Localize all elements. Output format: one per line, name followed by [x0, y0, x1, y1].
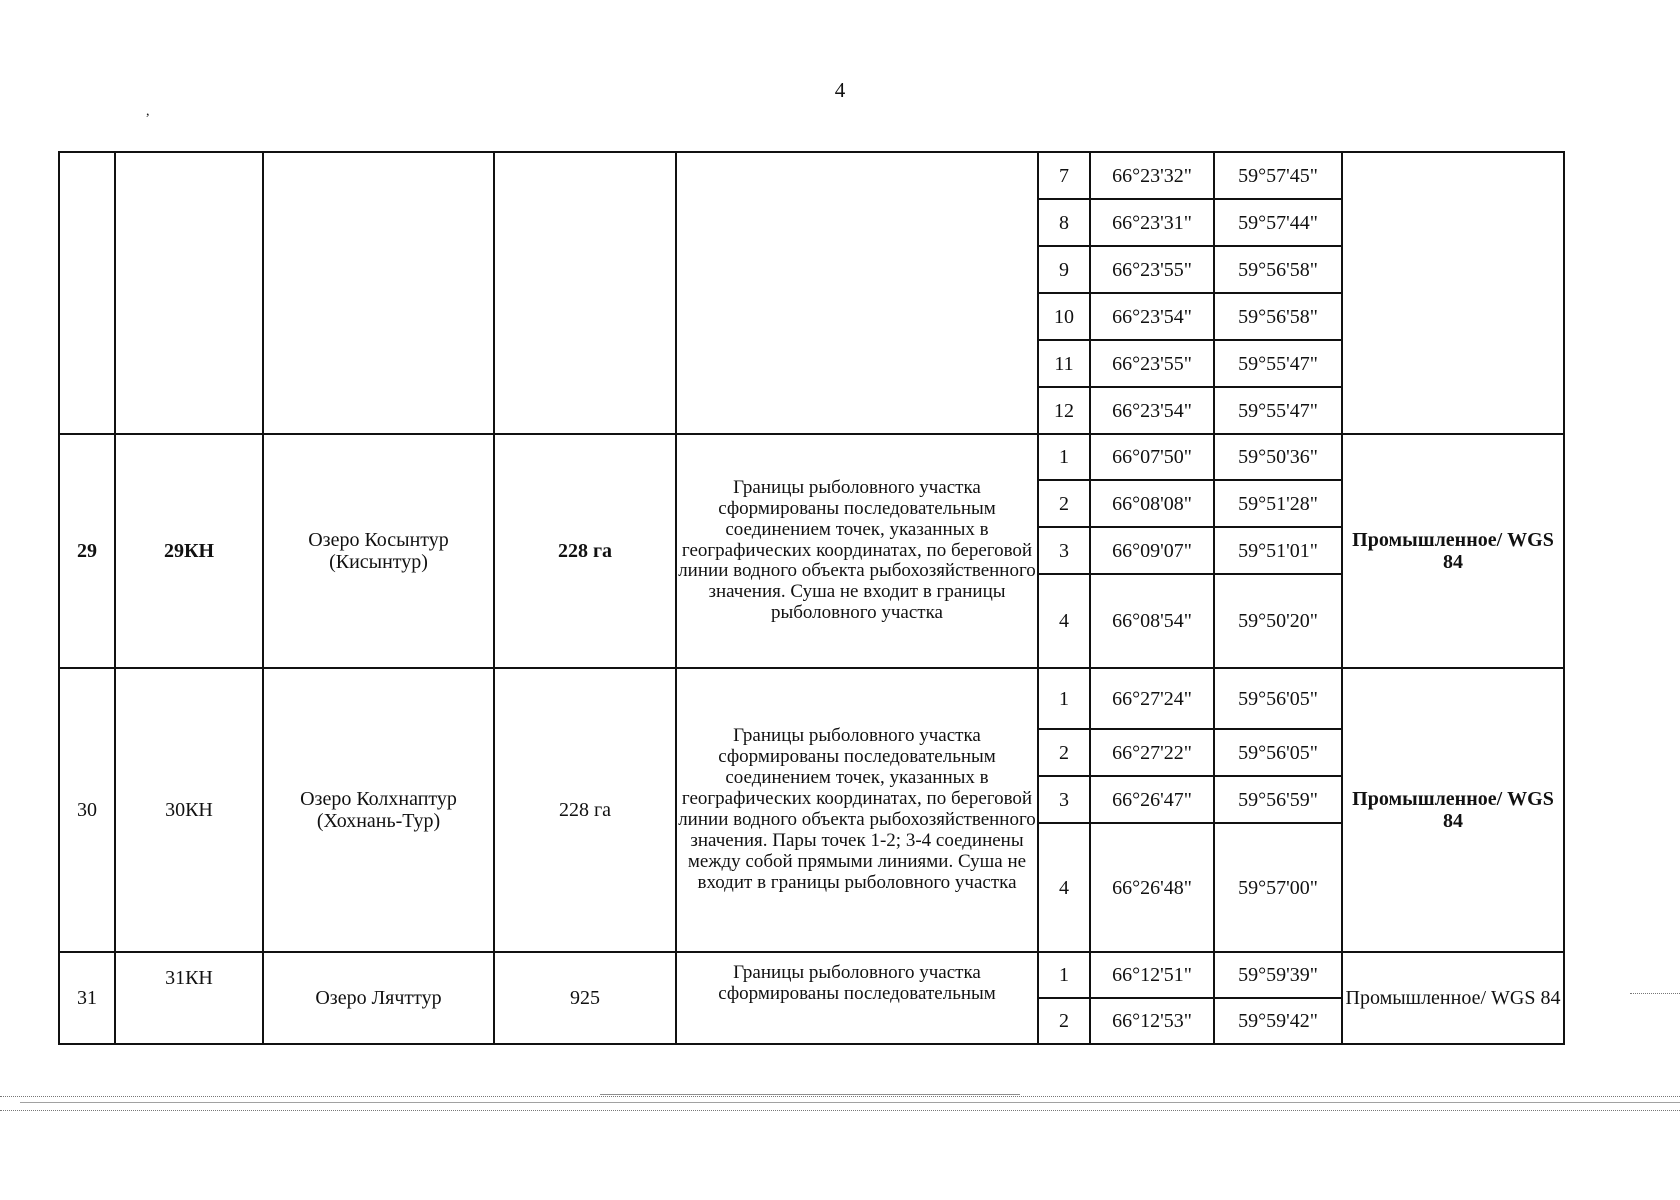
point-number: 7 [1038, 152, 1090, 199]
scan-artifact-line [0, 1096, 1680, 1098]
point-latitude: 66°23'32" [1090, 152, 1214, 199]
cell-usage: Промышленное/ WGS 84 [1342, 434, 1564, 668]
point-longitude: 59°50'20" [1214, 574, 1342, 668]
point-latitude: 66°23'55" [1090, 340, 1214, 387]
scan-artifact-line [20, 1102, 1680, 1103]
point-longitude: 59°57'44" [1214, 199, 1342, 246]
point-latitude: 66°26'47" [1090, 776, 1214, 823]
point-longitude: 59°51'01" [1214, 527, 1342, 574]
point-latitude: 66°12'53" [1090, 998, 1214, 1044]
point-number: 9 [1038, 246, 1090, 293]
scan-artifact-line [600, 1094, 1020, 1095]
point-longitude: 59°59'39" [1214, 952, 1342, 998]
page-number: 4 [834, 78, 846, 102]
cell-usage: Промышленное/ WGS 84 [1342, 668, 1564, 952]
point-latitude: 66°27'24" [1090, 668, 1214, 729]
cell-name: Озеро Косынтур (Кисынтур) [263, 434, 494, 668]
point-number: 8 [1038, 199, 1090, 246]
point-longitude: 59°56'58" [1214, 293, 1342, 340]
scan-artifact-line [0, 1110, 1680, 1112]
point-number: 1 [1038, 952, 1090, 998]
point-longitude: 59°56'05" [1214, 668, 1342, 729]
point-longitude: 59°50'36" [1214, 434, 1342, 480]
cell-code: 30КН [115, 668, 263, 952]
cell-description: Границы рыболовного участка сформированы последовательным соединением точек, указанных в географических координатах, по береговой линии водного объекта рыбохозяйственного значения. Пары точек 1-2; 3-4 соединены между собой прямыми линиями. Суша не входит в границы рыболовного участка [676, 668, 1038, 952]
cell-description [676, 152, 1038, 434]
cell-area: 925 [494, 952, 676, 1044]
point-number: 2 [1038, 480, 1090, 527]
cell-index: 30 [59, 668, 115, 952]
point-latitude: 66°08'54" [1090, 574, 1214, 668]
table-row [59, 952, 1564, 998]
point-latitude: 66°07'50" [1090, 434, 1214, 480]
point-latitude: 66°27'22" [1090, 729, 1214, 776]
cell-description: Границы рыболовного участка сформированы последовательным [676, 952, 1038, 1044]
cell-name: Озеро Лячттур [263, 952, 494, 1044]
scan-mark: , [146, 104, 150, 119]
cell-description: Границы рыболовного участка сформированы последовательным соединением точек, указанных в географических координатах, по береговой линии водного объекта рыбохозяйственного значения. Суша не входит в границы рыболовного участка [676, 434, 1038, 668]
point-number: 4 [1038, 823, 1090, 952]
cell-area: 228 га [494, 434, 676, 668]
point-longitude: 59°55'47" [1214, 387, 1342, 434]
point-longitude: 59°57'45" [1214, 152, 1342, 199]
fishing-areas-table [58, 151, 1565, 1045]
cell-code: 29КН [115, 434, 263, 668]
point-number: 3 [1038, 527, 1090, 574]
point-number: 2 [1038, 998, 1090, 1044]
cell-name: Озеро Колхнаптур (Хохнань-Тур) [263, 668, 494, 952]
table-row [59, 434, 1564, 480]
point-number: 2 [1038, 729, 1090, 776]
point-latitude: 66°23'54" [1090, 293, 1214, 340]
point-number: 10 [1038, 293, 1090, 340]
point-number: 3 [1038, 776, 1090, 823]
cell-usage [1342, 152, 1564, 434]
point-longitude: 59°57'00" [1214, 823, 1342, 952]
cell-area [494, 152, 676, 434]
cell-area: 228 га [494, 668, 676, 952]
point-longitude: 59°56'59" [1214, 776, 1342, 823]
point-latitude: 66°12'51" [1090, 952, 1214, 998]
point-number: 11 [1038, 340, 1090, 387]
cell-index [59, 152, 115, 434]
scan-artifact-line [1630, 993, 1680, 995]
table-row [59, 668, 1564, 729]
cell-code [115, 152, 263, 434]
point-number: 1 [1038, 434, 1090, 480]
point-longitude: 59°59'42" [1214, 998, 1342, 1044]
point-longitude: 59°51'28" [1214, 480, 1342, 527]
point-longitude: 59°56'05" [1214, 729, 1342, 776]
cell-code: 31КН [115, 952, 263, 1044]
point-latitude: 66°08'08" [1090, 480, 1214, 527]
point-latitude: 66°23'31" [1090, 199, 1214, 246]
cell-index: 29 [59, 434, 115, 668]
point-latitude: 66°26'48" [1090, 823, 1214, 952]
point-longitude: 59°55'47" [1214, 340, 1342, 387]
point-number: 4 [1038, 574, 1090, 668]
point-latitude: 66°23'55" [1090, 246, 1214, 293]
point-number: 1 [1038, 668, 1090, 729]
cell-usage: Промышленное/ WGS 84 [1342, 952, 1564, 1044]
point-longitude: 59°56'58" [1214, 246, 1342, 293]
point-latitude: 66°09'07" [1090, 527, 1214, 574]
table-row [59, 152, 1564, 199]
cell-name [263, 152, 494, 434]
point-latitude: 66°23'54" [1090, 387, 1214, 434]
point-number: 12 [1038, 387, 1090, 434]
cell-index: 31 [59, 952, 115, 1044]
